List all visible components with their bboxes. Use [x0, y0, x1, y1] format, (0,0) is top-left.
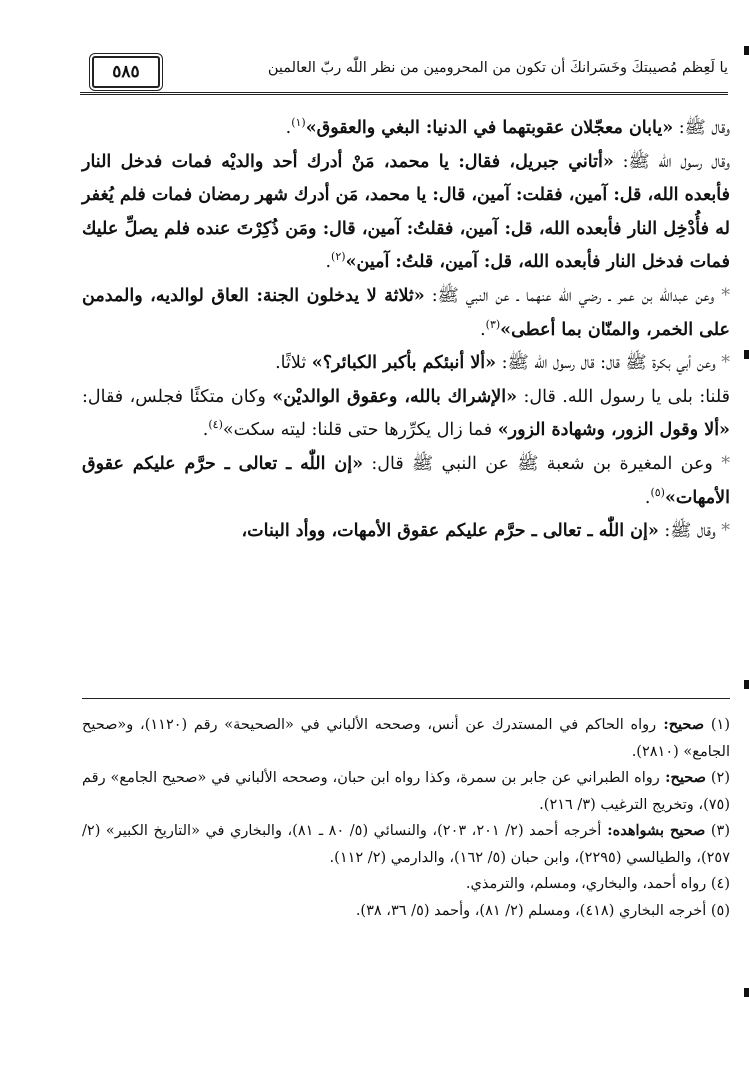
paragraph-4: * وعن أبي بكرة ﷺ قال: قال رسول اللّٰه ﷺ: «ألا أنبئكم بأكبر الكبائر؟» ثلاثًا.: [275, 353, 730, 374]
footnote-ref: (٣): [485, 317, 501, 331]
bullet-mark: *: [712, 453, 730, 474]
hadith-grade: صحيح:: [656, 716, 705, 733]
hadith-quote: «إن اللّٰه ـ تعالى ـ حرَّم عليكم عقوق الأمهات»: [82, 453, 730, 508]
bullet-mark: *: [715, 353, 730, 374]
footnote-divider: [82, 698, 730, 699]
hadith-quote: «ألا أنبئكم بأكبر الكبائر؟»: [311, 353, 497, 374]
footnote-1: (١) صحيح: رواه الحاكم في المستدرك عن أنس، وصححه الألباني في «الصحيحة» رقم (١١٢٠)، و«صحيح الجامع» (٢٨١٠).: [82, 716, 730, 760]
footnote-ref: (٤): [208, 418, 223, 432]
footnote-ref: (١): [291, 116, 306, 130]
footnote-3: (٣) صحيح بشواهده: أخرجه أحمد (٢/ ٢٠١، ٢٠٣)، والنسائي (٥/ ٨٠ ـ ٨١)، والبخاري في «التاريخ الكبير» (٢/ ٢٥٧)، والطيالسي (٢٢٩٥)، وابن حبان (٥/ ١٦٢)، والدارمي (٢/ ١١٢).: [82, 822, 730, 866]
footnote-2: (٢) صحيح: رواه الطبراني عن جابر بن سمرة، وكذا رواه ابن حبان، وصححه الألباني في «صحيح الجامع» رقم (٧٥)، وتخريج الترغيب (٣/ ٢١٦).: [82, 769, 730, 813]
footnote-ref: (٥): [650, 485, 665, 499]
binding-mark: [744, 680, 749, 689]
hadith-grade: صحيح بشواهده:: [601, 822, 706, 839]
hadith-quote: «ثلاثة لا يدخلون الجنة: العاق لوالديه، والمدمن على الخمر، والمنّان بما أعطى»: [82, 285, 730, 340]
paragraph-1: وقال ﷺ: «يابان معجّلان عقوبتهما في الدنيا: البغي والعقوق»$^{(١)}$.: [285, 116, 730, 138]
hadith-grade: صحيح:: [659, 769, 706, 786]
hadith-quote: «إن اللّٰه ـ تعالى ـ حرَّم عليكم عقوق الأمهات، ووأد البنات،: [241, 521, 659, 542]
hadith-quote: «الإشراك بالله، وعقوق الوالديْن»: [272, 386, 518, 407]
page-number-text: ٥٨٥: [112, 62, 140, 82]
main-text: [82, 112, 730, 549]
hadith-quote: «ألا وقول الزور، وشهادة الزور»: [497, 420, 730, 441]
paragraph-3: * وعن عبداللّٰه بن عمر ـ رضي اللّٰه عنهما ـ عن النبي ﷺ: «ثلاثة لا يدخلون الجنة: العاق لوالديه، والمدمن على الخمر، والمنّان بما أعطى»$^{(٣)}$.: [82, 285, 730, 340]
hadith-quote: «أتاني جبريل، فقال: يا محمد، مَنْ أدرك أحد والديْه فمات فدخل النار فأبعده الله، قل: آمين، فقلت: آمين، قال: يا محمد، مَن أدرك شهر رمضان فمات فلم يُغفر له فأُدْخِل النار فأبعده الله، قل: آمين، فقلتُ: آمين، قال: ومَن ذُكِرْتَ عنده فلم يصلِّ عليك فمات فدخل النار فأبعده الله، قل: آمين، قلتُ: آمين»: [82, 151, 730, 273]
paragraph-2: وقال رسول اللّٰه ﷺ: «أتاني جبريل، فقال: يا محمد، مَنْ أدرك أحد والديْه فمات فدخل النار فأبعده الله، قل: آمين، فقلت: آمين، قال: يا محمد، مَن أدرك شهر رمضان فمات فلم يُغفر له فأُدْخِل النار فأبعده الله، قل: آمين، فقلتُ: آمين، قال: ومَن ذُكِرْتَ عنده فلم يصلِّ عليك فمات فدخل النار فأبعده الله، قل: آمين، قلتُ: آمين»$^{(٢)}$.: [82, 151, 730, 273]
running-head: يا لَعِظم مُصيبتكَ وخَسَرانكَ أن تكون من المحرومين من نظر اللّٰه ربّ العالمين: [267, 60, 728, 76]
binding-mark: [744, 350, 749, 359]
page-number: [92, 56, 160, 88]
footnotes: [82, 712, 730, 924]
paragraph-7: * وقال ﷺ: «إن اللّٰه ـ تعالى ـ حرَّم عليكم عقوق الأمهات، ووأد البنات،: [241, 521, 730, 542]
binding-mark: [744, 46, 749, 55]
footnote-ref: (٢): [331, 250, 346, 264]
paragraph-6: * وعن المغيرة بن شعبة ﷺ عن النبي ﷺ قال: «إن اللّٰه ـ تعالى ـ حرَّم عليكم عقوق الأمهات»$^{(٥)}$.: [82, 453, 730, 508]
footnote-4: (٤) رواه أحمد، والبخاري، ومسلم، والترمذي.: [465, 876, 730, 892]
bullet-mark: *: [714, 285, 730, 306]
hadith-quote: «يابان معجّلان عقوبتهما في الدنيا: البغي والعقوق»: [305, 118, 674, 138]
bullet-mark: *: [715, 521, 730, 542]
page-header: [80, 52, 728, 95]
footnote-5: (٥) أخرجه البخاري (٤١٨)، ومسلم (٢/ ٨١)، وأحمد (٥/ ٣٦، ٣٨).: [355, 902, 730, 919]
binding-mark: [744, 988, 749, 997]
paragraph-5: قلنا: بلى يا رسول الله. قال: «الإشراك بالله، وعقوق الوالديْن» وكان متكئًا فجلس، فقال: «ألا وقول الزور، وشهادة الزور» فما زال يكرِّرها حتى قلنا: ليته سكت»$^{(٤)}$.: [82, 386, 731, 441]
